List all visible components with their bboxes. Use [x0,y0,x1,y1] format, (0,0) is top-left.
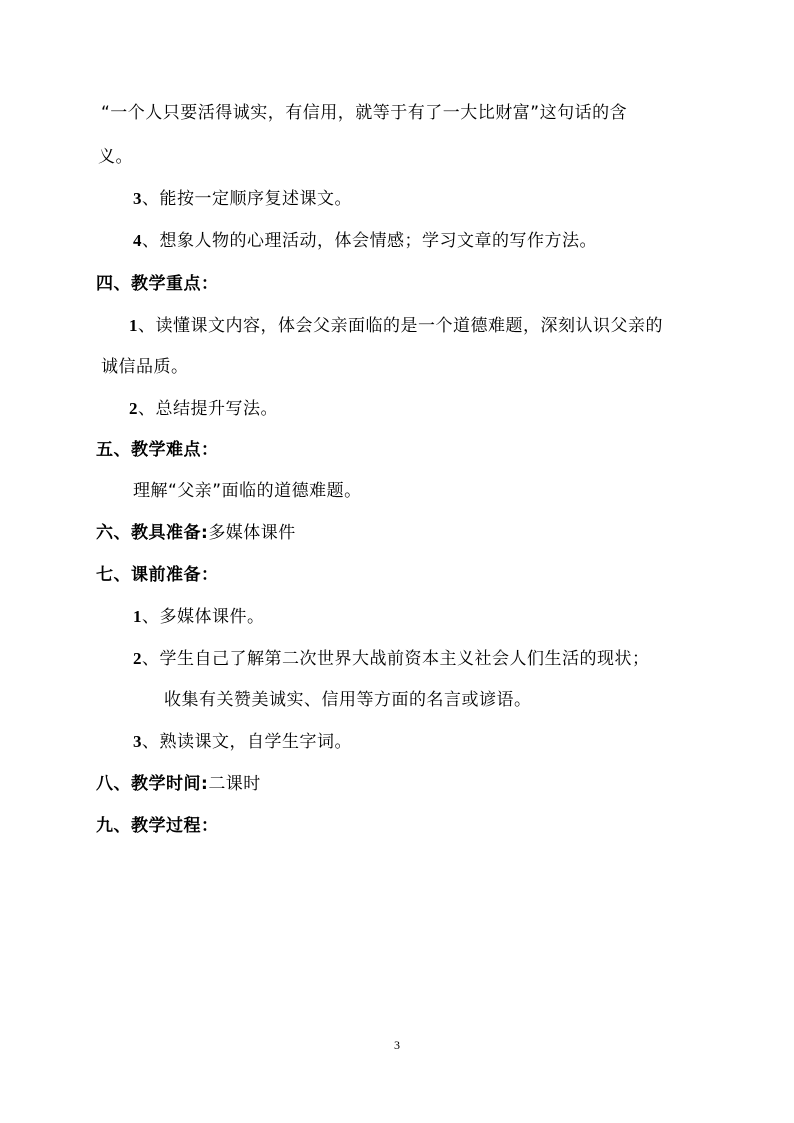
objective-quote-line-end [98,146,133,168]
difficulty-text: 理解“父亲”面临的道德难题。 [133,481,362,501]
objective-quote-line [101,102,627,124]
section-9-heading [96,815,219,837]
focus-item-1 [129,315,663,337]
prep-item-1-number: 1 [133,607,142,626]
focus-item-1-text: 、读懂课文内容，体会父亲面临的是一个道德难题，深刻认识父亲的 [138,316,663,336]
prep-item-2-number: 2 [133,649,142,668]
section-6-heading-text: 六、教具准备: [96,523,209,543]
objective-item-3-number: 3 [133,189,142,208]
prep-item-1 [133,606,265,628]
prep-item-2-text-end: 收集有关赞美诚实、信用等方面的名言或谚语。 [164,690,532,710]
prep-item-2 [133,648,650,670]
focus-item-2-text: 、总结提升写法。 [138,399,278,419]
section-6-heading [96,522,296,544]
objective-item-3-text: 、能按一定顺序复述课文。 [142,189,352,209]
section-7-heading [96,564,219,586]
focus-item-1-number: 1 [129,316,138,335]
focus-item-1-text-end: 诚信品质。 [101,357,189,377]
page-number: 3 [394,1038,400,1052]
focus-item-1-continued [101,356,189,378]
section-4-heading-text: 四、教学重点： [96,274,219,294]
objective-item-4 [133,230,597,252]
prep-item-2-continued [164,689,532,711]
teaching-time-text: 二课时 [208,774,261,794]
prep-item-2-text: 、学生自己了解第二次世界大战前资本主义社会人们生活的现状； [142,649,650,669]
section-4-heading [96,273,219,295]
focus-item-2-number: 2 [129,399,138,418]
focus-item-2 [129,398,278,420]
objective-quote-text-end: 义。 [98,147,133,167]
section-9-heading-text: 九、教学过程： [96,816,219,836]
objective-item-4-text: 、想象人物的心理活动，体会情感；学习文章的写作方法。 [142,231,597,251]
section-7-heading-text: 七、课前准备： [96,565,219,585]
section-8-heading [96,773,261,795]
teaching-aids-text: 多媒体课件 [208,523,296,543]
prep-item-3 [133,731,352,753]
objective-item-4-number: 4 [133,231,142,250]
prep-item-1-text: 、多媒体课件。 [142,607,265,627]
section-8-heading-text: 八、教学时间: [96,774,209,794]
prep-item-3-text: 、熟读课文，自学生字词。 [142,732,352,752]
prep-item-3-number: 3 [133,732,142,751]
difficulty-text-line [133,480,362,502]
section-5-heading [96,439,219,461]
objective-quote-text: “一个人只要活得诚实，有信用，就等于有了一大比财富”这句话的含 [101,103,628,123]
section-5-heading-text: 五、教学难点： [96,440,219,460]
objective-item-3 [133,188,352,210]
